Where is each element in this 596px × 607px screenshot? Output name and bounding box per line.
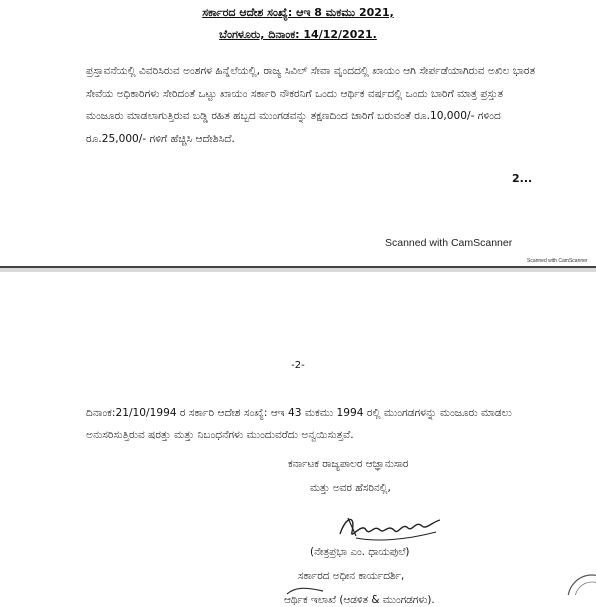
- document-page-2: [0, 272, 596, 606]
- in-name-line: ಮತ್ತು ಅವರ ಹೆಸರಿನಲ್ಲಿ,: [310, 482, 391, 494]
- camscanner-watermark-small: Scanned with CamScanner: [527, 258, 588, 264]
- seal-stamp-partial-icon: [552, 569, 596, 595]
- handwritten-signature: [336, 510, 446, 544]
- continued-page-marker: 2...: [512, 172, 533, 185]
- signatory-name: (ನೇತ್ರಪ್ರಭಾ ಎಂ. ಧಾಯಪುಲೆ): [310, 546, 410, 558]
- signatory-designation: ಸರ್ಕಾರದ ಅಧೀನ ಕಾರ್ಯದರ್ಶಿ,: [298, 570, 405, 582]
- order-date: ಬೆಂಗಳೂರು, ದಿನಾಂಕ: 14/12/2021.: [219, 28, 377, 41]
- camscanner-watermark: Scanned with CamScanner: [385, 237, 513, 249]
- signatory-department: ಆರ್ಥಿಕ ಇಲಾಖೆ (ಆಡಳಿತ & ಮುಂಗಡಗಳು).: [284, 594, 435, 606]
- document-page-1: [0, 0, 596, 266]
- order-number: ಸರ್ಕಾರದ ಆದೇಶ ಸಂಖ್ಯೆ: ಆಇ 8 ಮಕಮು 2021,: [202, 6, 394, 19]
- handwritten-mark: [285, 585, 325, 595]
- order-paragraph: ಪ್ರಸ್ತಾವನೆಯಲ್ಲಿ ವಿವರಿಸಿರುವ ಅಂಶಗಳ ಹಿನ್ನೆಲೆಯಲ್ಲಿ, ರಾಜ್ಯ ಸಿವಿಲ್ ಸೇವಾ ವೃಂದದಲ್ಲಿ ಖಾಯಂ ಆಗಿ ಸೇರ್ಪಡೆಯಾಗಿರುವ ಅಖಿಲ ಭಾರತ ಸೇವೆಯ ಅಧಿಕಾರಿಗಳು ಸೇರಿದಂತೆ ಒಟ್ಟು ಖಾಯಂ ಸರ್ಕಾರಿ ನೌಕರನಿಗೆ ಒಂದು ಆರ್ಥಿಕ ವರ್ಷದಲ್ಲಿ ಒಂದು ಬಾರಿಗೆ ಮಾತ್ರ ಪ್ರಸ್ತುತ ಮಂಜೂರು ಮಾಡಲಾಗುತ್ತಿರುವ ಬಡ್ಡಿ ರಹಿತ ಹಬ್ಬದ ಮುಂಗಡವನ್ನು ತಕ್ಷಣದಿಂದ ಜಾರಿಗೆ ಬರುವಂತೆ ರೂ.10,000/- ಗಳಿಂದ ರೂ.25,000/- ಗಳಿಗೆ ಹೆಚ್ಚಿಸಿ ಆದೇಶಿಸಿದೆ.: [86, 65, 536, 145]
- page-number: -2-: [291, 360, 305, 371]
- conditions-paragraph: ದಿನಾಂಕ:21/10/1994 ರ ಸರ್ಕಾರಿ ಆದೇಶ ಸಂಖ್ಯೆ: ಆಇ 43 ಮಕಮು 1994 ರಲ್ಲಿ ಮುಂಗಡಗಳನ್ನು ಮಂಜೂರು ಮಾಡಲು ಅನುಸರಿಸುತ್ತಿರುವ ಷರತ್ತು ಮತ್ತು ನಿಬಂಧನೆಗಳು ಮುಂದುವರೆದು ಅನ್ವಯಿಸುತ್ತವೆ.: [86, 407, 512, 441]
- governor-order-line: ಕರ್ನಾಟಕ ರಾಜ್ಯಪಾಲರ ಆಜ್ಞಾನುಸಾರ: [288, 458, 409, 470]
